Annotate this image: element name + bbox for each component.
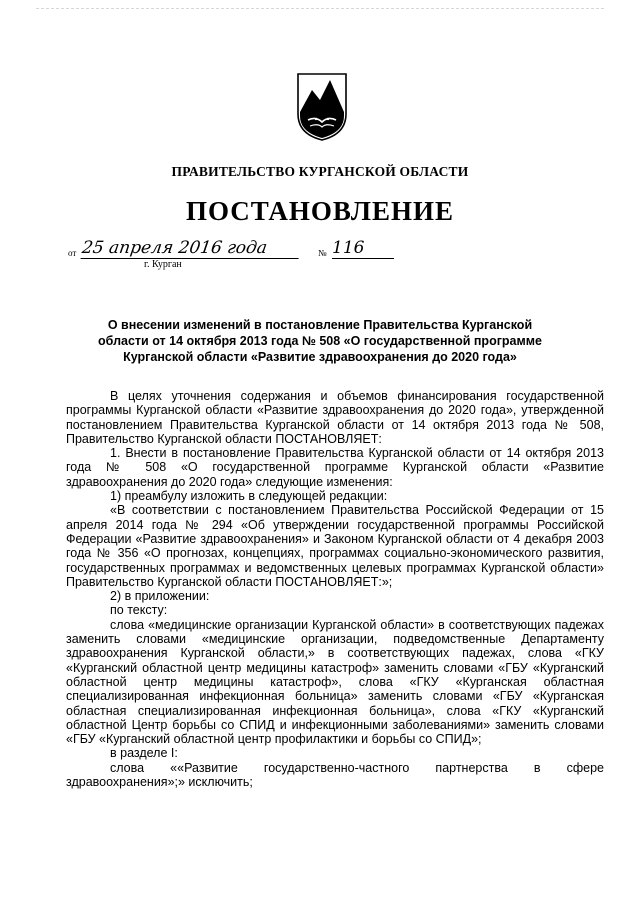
document-title: О внесении изменений в постановление Правительства Курганской области от 14 октября 2013 года № 508 «О государственной программе Курганской области «Развитие здравоохранения до 2020 года» — [98, 318, 542, 364]
date-number-row — [68, 240, 368, 264]
coat-of-arms-icon — [296, 72, 348, 142]
paragraph: по тексту: — [110, 603, 168, 618]
paragraph: слова ««Развитие государственно-частного партнерства в сфере здравоохранения»;» исключить; — [66, 760, 604, 790]
document-date: 25 апреля 2016 года — [81, 238, 302, 259]
date-prefix: от — [68, 248, 77, 258]
scan-artifact-line — [36, 8, 604, 10]
paragraph: 1) преамбулу изложить в следующей редакции: — [110, 489, 388, 504]
paragraph: В целях уточнения содержания и объемов финансирования государственной программы Курганской области «Развитие здравоохранения до 2020 года», утвержденной постановлением Правительства Курганской области от 14 октября 2013 года № 508, Правительство Курганской области ПОСТАНОВЛЯЕТ: — [66, 389, 604, 446]
government-name: ПРАВИТЕЛЬСТВО КУРГАНСКОЙ ОБЛАСТИ — [171, 164, 469, 179]
paragraph: 2) в приложении: — [110, 589, 210, 604]
document-number: 116 — [332, 238, 394, 259]
paragraph: 1. Внести в постановление Правительства Курганской области от 14 октября 2013 года № 508 «О государственной программе Курганской области «Развитие здравоохранения до 2020 года» следующие изменения: — [66, 446, 604, 489]
document-city: г. Курган — [144, 259, 182, 270]
document-body — [66, 389, 604, 789]
paragraph: «В соответствии с постановлением Правительства Российской Федерации от 15 апреля 2014 года № 294 «Об утверждении государственной программы Российской Федерации «Развитие здравоохранения» и Законом Курганской области от 4 декабря 2003 года № 356 «О прогнозах, концепциях, программах социально-экономического развития, государственных программах и ведомственных целевых программах Курганской области» Правительство Курганской области ПОСТАНОВЛЯЕТ:»; — [66, 503, 604, 589]
document-type: ПОСТАНОВЛЕНИЕ — [185, 196, 455, 226]
number-prefix: № — [318, 248, 327, 258]
paragraph: слова «медицинские организации Курганской области» в соответствующих падежах заменить словами «медицинские организации, подведомственные Департаменту здравоохранения Курганской области,» в соответствующих падежах, слова «ГКУ «Курганский областной центр медицины катастроф» заменить словами «ГБУ «Курганский областной центр медицины катастроф», слова «ГКУ «Курганская областная специализированная инфекционная больница» заменить словами «ГБУ «Курганская областная специализированная инфекционная больница», слова «ГКУ «Курганский областной Центр борьбы со СПИД и инфекционными заболеваниями» заменить словами «ГБУ «Курганский областной центр профилактики и борьбы со СПИД»; — [66, 617, 604, 747]
paragraph: в разделе I: — [110, 746, 178, 761]
